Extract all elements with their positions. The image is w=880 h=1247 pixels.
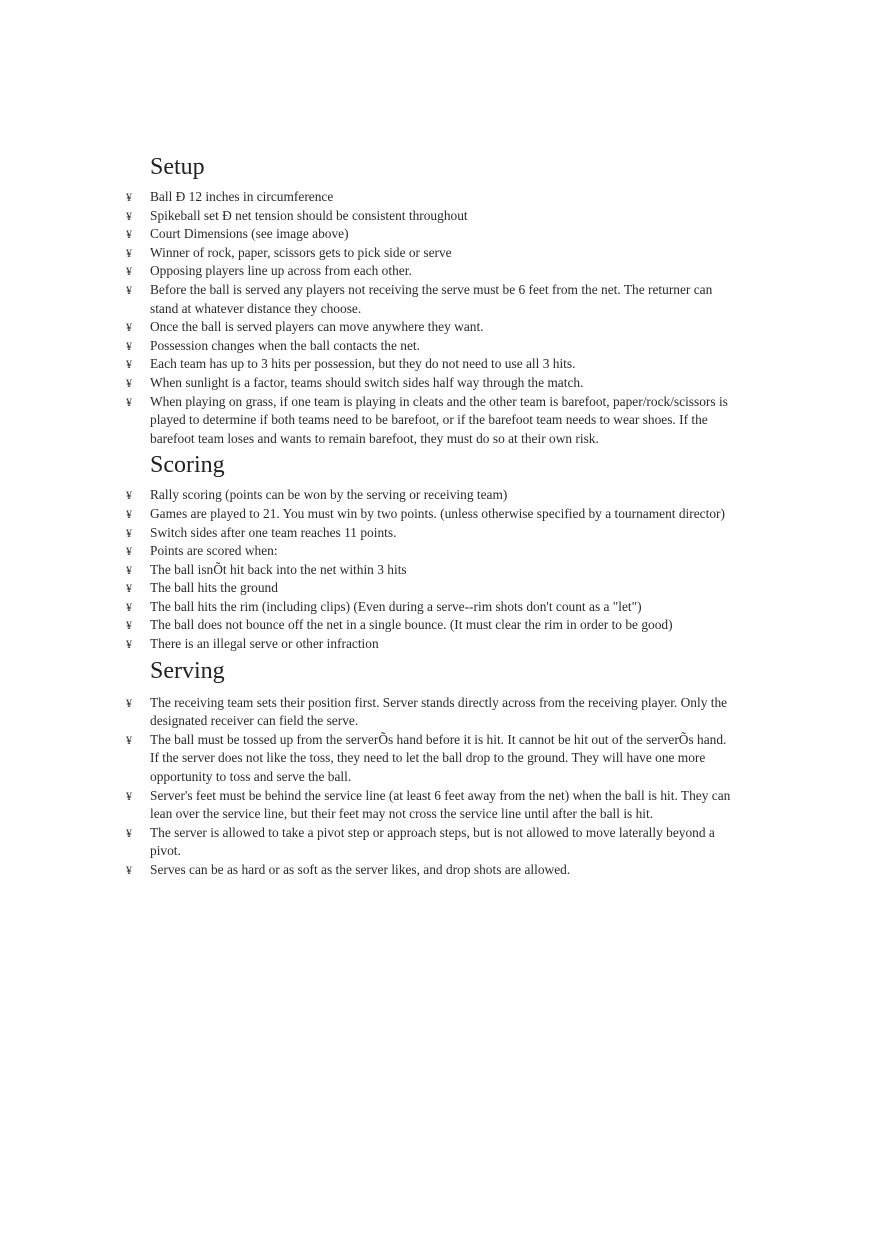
list-item-text: Rally scoring (points can be won by the serving or receiving team): [150, 487, 508, 503]
bullet-marker: ¥: [126, 394, 132, 409]
bullet-marker: ¥: [126, 357, 132, 372]
list-item-text: The ball hits the ground: [150, 580, 278, 596]
serving-rules-list: [126, 694, 736, 880]
list-item-text: Switch sides after one team reaches 11 points.: [150, 524, 397, 540]
list-item: [126, 542, 736, 561]
list-item-text: The server is allowed to take a pivot step or approach steps, but is not allowed to move laterally beyond a pivot.: [150, 824, 715, 859]
list-item: [126, 318, 736, 337]
list-item-text: Games are played to 21. You must win by two points. (unless otherwise specified by a tournament director): [150, 505, 725, 521]
section-heading-setup: Setup: [150, 154, 205, 180]
bullet-marker: ¥: [126, 618, 132, 633]
list-item-text: Winner of rock, paper, scissors gets to pick side or serve: [150, 244, 452, 260]
list-item-text: Server's feet must be behind the service line (at least 6 feet away from the net) when the ball is hit. They can lean over the service line, but their feet may not cross the service line until after the ball is hit.: [150, 787, 731, 822]
list-item-text: Court Dimensions (see image above): [150, 226, 349, 242]
bullet-marker: ¥: [126, 695, 132, 710]
list-item-text: Opposing players line up across from each other.: [150, 263, 412, 279]
bullet-marker: ¥: [126, 338, 132, 353]
bullet-marker: ¥: [126, 544, 132, 559]
bullet-marker: ¥: [126, 264, 132, 279]
list-item: [126, 579, 736, 598]
section-heading-scoring: Scoring: [150, 452, 225, 479]
list-item: [126, 524, 736, 543]
list-item-text: There is an illegal serve or other infraction: [150, 636, 379, 652]
list-item: [126, 188, 736, 207]
bullet-marker: ¥: [126, 599, 132, 614]
list-item: [126, 861, 736, 880]
document-content: [126, 152, 736, 882]
bullet-marker: ¥: [126, 581, 132, 596]
bullet-marker: ¥: [126, 320, 132, 335]
list-item-text: Points are scored when:: [150, 543, 278, 559]
bullet-marker: ¥: [126, 732, 132, 747]
list-item: [126, 355, 736, 374]
bullet-marker: ¥: [126, 282, 132, 297]
list-item: [126, 486, 736, 505]
list-item: [126, 262, 736, 281]
list-item: [126, 561, 736, 580]
list-item-text: When playing on grass, if one team is playing in cleats and the other team is barefoot, paper/rock/scissors is played to determine if both teams need to be barefoot, or if the barefoot team needs to wear shoes. If the barefoot team loses and wants to remain barefoot, they must do so at their own risk.: [150, 393, 728, 446]
bullet-marker: ¥: [126, 375, 132, 390]
list-item: [126, 694, 736, 731]
bullet-marker: ¥: [126, 227, 132, 242]
bullet-marker: ¥: [126, 245, 132, 260]
bullet-marker: ¥: [126, 825, 132, 840]
list-item: [126, 824, 736, 861]
list-item: [126, 281, 736, 318]
list-item: [126, 225, 736, 244]
list-item: [126, 207, 736, 226]
list-item: [126, 635, 736, 654]
list-item-text: Before the ball is served any players not receiving the serve must be 6 feet from the net. The returner can stand at whatever distance they choose.: [150, 281, 713, 316]
list-item-text: The receiving team sets their position first. Server stands directly across from the receiving player. Only the designated receiver can field the serve.: [150, 694, 728, 729]
list-item-text: Serves can be as hard or as soft as the server likes, and drop shots are allowed.: [150, 862, 571, 877]
list-item-text: The ball hits the rim (including clips) (Even during a serve--rim shots don't count as a "let"): [150, 598, 642, 614]
list-item-text: Spikeball set Ð net tension should be consistent throughout: [150, 207, 468, 223]
list-item: [126, 337, 736, 356]
list-item-text: When sunlight is a factor, teams should switch sides half way through the match.: [150, 374, 584, 390]
list-item: [126, 731, 736, 787]
bullet-marker: ¥: [126, 488, 132, 503]
list-item: [126, 505, 736, 524]
bullet-marker: ¥: [126, 863, 132, 877]
list-item-text: Possession changes when the ball contacts the net.: [150, 337, 420, 353]
bullet-marker: ¥: [126, 208, 132, 223]
list-item: [126, 787, 736, 824]
scoring-rules-list: [126, 486, 736, 653]
list-item-text: Ball Ð 12 inches in circumference: [150, 189, 334, 204]
bullet-marker: ¥: [126, 525, 132, 540]
list-item: [126, 393, 736, 449]
list-item: [126, 374, 736, 393]
list-item: [126, 244, 736, 263]
bullet-marker: ¥: [126, 637, 132, 652]
list-item: [126, 598, 736, 617]
list-item-text: Each team has up to 3 hits per possession, but they do not need to use all 3 hits.: [150, 356, 576, 372]
bullet-marker: ¥: [126, 190, 132, 204]
bullet-marker: ¥: [126, 506, 132, 521]
list-item-text: The ball isnÕt hit back into the net within 3 hits: [150, 561, 407, 577]
bullet-marker: ¥: [126, 788, 132, 803]
list-item: [126, 616, 736, 635]
list-item-text: The ball must be tossed up from the serverÕs hand before it is hit. It cannot be hit out of the serverÕs hand. If the server does not like the toss, they need to let the ball drop to the ground. They will have one more opportunity to toss and serve the ball.: [150, 731, 727, 785]
setup-rules-list: [126, 188, 736, 448]
bullet-marker: ¥: [126, 562, 132, 577]
list-item-text: The ball does not bounce off the net in a single bounce. (It must clear the rim in order to be good): [150, 617, 673, 633]
section-heading-serving: Serving: [150, 657, 225, 684]
list-item-text: Once the ball is served players can move anywhere they want.: [150, 319, 484, 335]
